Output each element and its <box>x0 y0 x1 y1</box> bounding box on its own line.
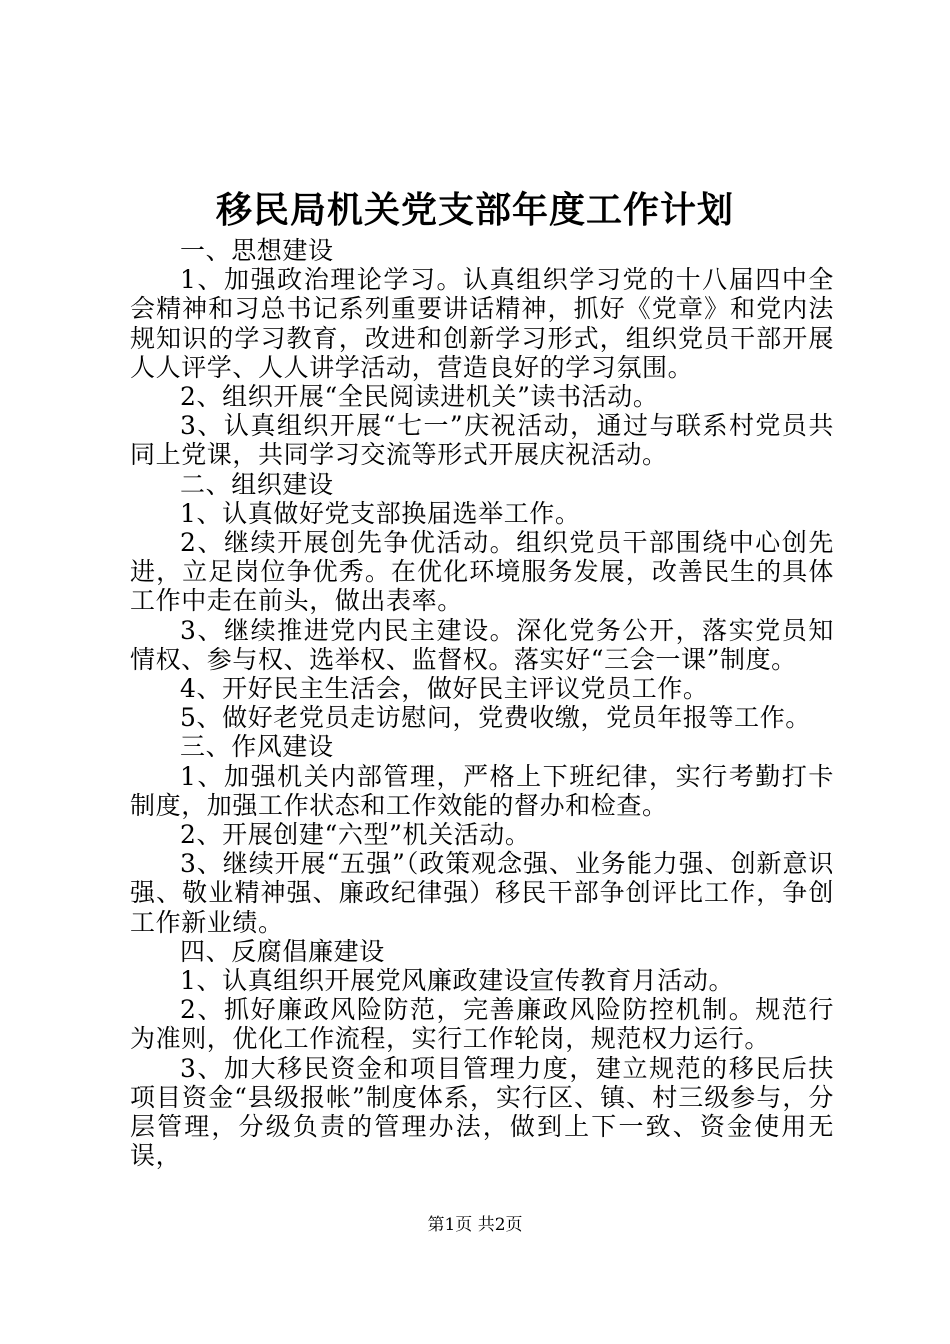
paragraph: 3、继续推进党内民主建设。深化党务公开，落实党员知情权、参与权、选举权、监督权。落实好“三会一课”制度。 <box>130 615 834 674</box>
document-title: 移民局机关党支部年度工作计划 <box>215 189 734 231</box>
paragraph: 3、认真组织开展“七一”庆祝活动，通过与联系村党员共同上党课，共同学习交流等形式开展庆祝活动。 <box>130 411 834 470</box>
paragraph: 5、做好老党员走访慰问，党费收缴，党员年报等工作。 <box>180 703 811 733</box>
paragraph: 2、开展创建“六型”机关活动。 <box>180 820 531 850</box>
section-heading-organization: 二、组织建设 <box>180 469 334 499</box>
section-heading-ideology: 一、思想建设 <box>180 236 334 265</box>
page-number: 第1页 共2页 <box>427 1215 523 1235</box>
paragraph: 2、组织开展“全民阅读进机关”读书活动。 <box>180 382 659 412</box>
section-heading-work-style: 三、作风建设 <box>180 732 334 762</box>
paragraph: 2、继续开展创先争优活动。组织党员干部围绕中心创先进，立足岗位争优秀。在优化环境服务发展，改善民生的具体工作中走在前头，做出表率。 <box>130 528 834 616</box>
paragraph: 2、抓好廉政风险防范，完善廉政风险防控机制。规范行为准则，优化工作流程，实行工作轮岗，规范权力运行。 <box>130 995 834 1054</box>
paragraph: 1、认真做好党支部换届选举工作。 <box>180 498 581 528</box>
section-heading-anti-corruption: 四、反腐倡廉建设 <box>180 936 385 966</box>
document-body <box>130 236 834 1171</box>
paragraph: 3、加大移民资金和项目管理力度，建立规范的移民后扶项目资金“县级报帐”制度体系，实行区、镇、村三级参与，分层管理，分级负责的管理办法，做到上下一致、资金使用无误， <box>130 1053 834 1171</box>
paragraph: 1、认真组织开展党风廉政建设宣传教育月活动。 <box>180 966 735 996</box>
paragraph: 4、开好民主生活会，做好民主评议党员工作。 <box>180 674 709 704</box>
paragraph: 1、加强机关内部管理，严格上下班纪律，实行考勤打卡制度，加强工作状态和工作效能的督办和检查。 <box>130 761 834 820</box>
paragraph: 1、加强政治理论学习。认真组织学习党的十八届四中全会精神和习总书记系列重要讲话精神，抓好《党章》和党内法规知识的学习教育，改进和创新学习形式，组织党员干部开展人人评学、人人讲学活动，营造良好的学习氛围。 <box>130 265 834 382</box>
paragraph: 3、继续开展“五强”（政策观念强、业务能力强、创新意识强、敬业精神强、廉政纪律强）移民干部争创评比工作，争创工作新业绩。 <box>130 849 834 937</box>
